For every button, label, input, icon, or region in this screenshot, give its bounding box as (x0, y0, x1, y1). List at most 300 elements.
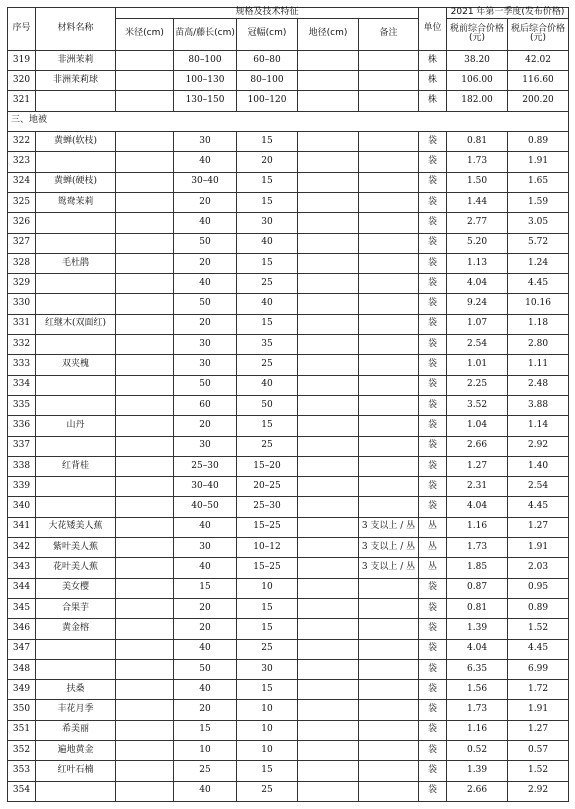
ground-diameter-cell (298, 558, 359, 578)
note-cell (359, 71, 419, 91)
post-tax-price-cell: 1.91 (508, 152, 569, 172)
crown-cell: 25 (237, 274, 298, 294)
note-cell: 3 支以上 / 丛 (359, 538, 419, 558)
height-cell: 15 (174, 578, 237, 598)
crown-cell: 15 (237, 761, 298, 781)
seq-cell: 330 (8, 294, 36, 314)
seq-cell: 335 (8, 395, 36, 415)
rice-diameter-cell (116, 598, 174, 618)
note-cell (359, 416, 419, 436)
seq-cell: 336 (8, 416, 36, 436)
height-cell: 20 (174, 416, 237, 436)
table-row (8, 274, 569, 294)
note-cell (359, 192, 419, 212)
ground-diameter-cell (298, 294, 359, 314)
note-cell (359, 619, 419, 639)
ground-diameter-cell (298, 619, 359, 639)
name-cell (36, 335, 116, 355)
seq-cell: 322 (8, 132, 36, 152)
table-row (8, 314, 569, 334)
height-cell: 30–40 (174, 172, 237, 192)
pre-tax-price-cell: 0.52 (447, 740, 508, 760)
rice-diameter-cell (116, 91, 174, 111)
table-row (8, 375, 569, 395)
pre-tax-price-cell: 2.66 (447, 781, 508, 801)
table-row (8, 558, 569, 578)
post-tax-price-cell: 4.45 (508, 639, 569, 659)
name-cell: 鸳鸯茉莉 (36, 192, 116, 212)
unit-cell: 袋 (419, 253, 447, 273)
pre-tax-price-cell: 5.20 (447, 233, 508, 253)
note-cell (359, 375, 419, 395)
note-cell: 3 支以上 / 丛 (359, 558, 419, 578)
ground-diameter-cell (298, 213, 359, 233)
name-cell: 希美丽 (36, 720, 116, 740)
name-cell (36, 497, 116, 517)
rice-diameter-cell (116, 253, 174, 273)
rice-diameter-cell (116, 781, 174, 801)
table-row (8, 639, 569, 659)
seq-cell: 329 (8, 274, 36, 294)
seq-cell: 328 (8, 253, 36, 273)
table-row (8, 456, 569, 476)
unit-cell: 袋 (419, 192, 447, 212)
unit-cell: 袋 (419, 456, 447, 476)
height-cell: 20 (174, 314, 237, 334)
seq-cell: 343 (8, 558, 36, 578)
pre-tax-price-cell: 0.87 (447, 578, 508, 598)
unit-cell: 袋 (419, 700, 447, 720)
pre-tax-price-cell: 1.01 (447, 355, 508, 375)
ground-diameter-cell (298, 395, 359, 415)
crown-cell: 25 (237, 639, 298, 659)
seq-cell: 346 (8, 619, 36, 639)
table-row (8, 172, 569, 192)
pre-tax-price-cell: 1.56 (447, 680, 508, 700)
ground-diameter-cell (298, 538, 359, 558)
pre-tax-price-cell: 2.66 (447, 436, 508, 456)
unit-cell: 袋 (419, 761, 447, 781)
unit-cell: 袋 (419, 740, 447, 760)
post-tax-price-cell: 2.03 (508, 558, 569, 578)
height-cell: 30–40 (174, 477, 237, 497)
table-row (8, 355, 569, 375)
height-cell: 20 (174, 598, 237, 618)
height-cell: 40 (174, 781, 237, 801)
table-row (8, 578, 569, 598)
height-cell: 25–30 (174, 456, 237, 476)
seq-cell: 349 (8, 680, 36, 700)
crown-cell: 80–100 (237, 71, 298, 91)
rice-diameter-cell (116, 294, 174, 314)
post-tax-price-cell: 1.59 (508, 192, 569, 212)
post-tax-price-cell: 6.99 (508, 659, 569, 679)
table-row (8, 233, 569, 253)
ground-diameter-cell (298, 497, 359, 517)
crown-cell: 15 (237, 598, 298, 618)
seq-cell: 325 (8, 192, 36, 212)
note-cell (359, 720, 419, 740)
height-cell: 50 (174, 375, 237, 395)
height-cell: 20 (174, 619, 237, 639)
table-row (8, 91, 569, 111)
unit-cell: 袋 (419, 395, 447, 415)
ground-diameter-cell (298, 781, 359, 801)
table-row (8, 71, 569, 91)
name-cell: 大花矮美人蕉 (36, 517, 116, 537)
post-tax-price-cell: 1.27 (508, 720, 569, 740)
seq-cell: 332 (8, 335, 36, 355)
rice-diameter-cell (116, 538, 174, 558)
header-post-tax: 税后综合价格(元) (508, 18, 569, 50)
post-tax-price-cell: 4.45 (508, 497, 569, 517)
table-header (8, 8, 569, 51)
post-tax-price-cell: 1.91 (508, 538, 569, 558)
note-cell (359, 335, 419, 355)
crown-cell: 20 (237, 152, 298, 172)
name-cell: 黄蝉(软枝) (36, 132, 116, 152)
unit-cell: 袋 (419, 781, 447, 801)
table-row (8, 395, 569, 415)
rice-diameter-cell (116, 436, 174, 456)
table-row (8, 50, 569, 70)
seq-cell: 342 (8, 538, 36, 558)
table-row (8, 517, 569, 537)
height-cell: 40 (174, 680, 237, 700)
crown-cell: 25 (237, 436, 298, 456)
post-tax-price-cell: 1.65 (508, 172, 569, 192)
ground-diameter-cell (298, 91, 359, 111)
header-seq: 序号 (8, 8, 36, 51)
note-cell (359, 294, 419, 314)
note-cell (359, 253, 419, 273)
rice-diameter-cell (116, 172, 174, 192)
post-tax-price-cell: 1.27 (508, 517, 569, 537)
note-cell (359, 233, 419, 253)
crown-cell: 15–20 (237, 456, 298, 476)
ground-diameter-cell (298, 680, 359, 700)
name-cell (36, 477, 116, 497)
table-row (8, 416, 569, 436)
post-tax-price-cell: 0.57 (508, 740, 569, 760)
height-cell: 10 (174, 740, 237, 760)
rice-diameter-cell (116, 132, 174, 152)
header-rice-diameter: 米径(cm) (116, 18, 174, 50)
note-cell (359, 477, 419, 497)
unit-cell: 袋 (419, 152, 447, 172)
unit-cell: 袋 (419, 619, 447, 639)
post-tax-price-cell: 2.54 (508, 477, 569, 497)
ground-diameter-cell (298, 456, 359, 476)
ground-diameter-cell (298, 335, 359, 355)
name-cell: 红继木(双面红) (36, 314, 116, 334)
table-row (8, 740, 569, 760)
post-tax-price-cell: 200.20 (508, 91, 569, 111)
pre-tax-price-cell: 3.52 (447, 395, 508, 415)
height-cell: 100–130 (174, 71, 237, 91)
section-title: 三、地被 (8, 111, 569, 131)
name-cell: 山丹 (36, 416, 116, 436)
crown-cell: 25–30 (237, 497, 298, 517)
post-tax-price-cell: 1.18 (508, 314, 569, 334)
ground-diameter-cell (298, 71, 359, 91)
ground-diameter-cell (298, 416, 359, 436)
note-cell (359, 132, 419, 152)
seq-cell: 323 (8, 152, 36, 172)
height-cell: 30 (174, 355, 237, 375)
name-cell: 遍地黄金 (36, 740, 116, 760)
header-crown: 冠幅(cm) (237, 18, 298, 50)
table-row (8, 680, 569, 700)
pre-tax-price-cell: 38.20 (447, 50, 508, 70)
note-cell (359, 395, 419, 415)
seq-cell: 348 (8, 659, 36, 679)
note-cell (359, 578, 419, 598)
crown-cell: 30 (237, 659, 298, 679)
crown-cell: 15 (237, 680, 298, 700)
pre-tax-price-cell: 4.04 (447, 639, 508, 659)
post-tax-price-cell: 0.95 (508, 578, 569, 598)
post-tax-price-cell: 1.11 (508, 355, 569, 375)
note-cell (359, 152, 419, 172)
crown-cell: 15–25 (237, 517, 298, 537)
table-row (8, 294, 569, 314)
crown-cell: 15 (237, 314, 298, 334)
rice-diameter-cell (116, 192, 174, 212)
note-cell: 3 支以上 / 丛 (359, 517, 419, 537)
crown-cell: 25 (237, 355, 298, 375)
rice-diameter-cell (116, 477, 174, 497)
pre-tax-price-cell: 6.35 (447, 659, 508, 679)
name-cell: 紫叶美人蕉 (36, 538, 116, 558)
pre-tax-price-cell: 0.81 (447, 598, 508, 618)
seq-cell: 333 (8, 355, 36, 375)
ground-diameter-cell (298, 720, 359, 740)
note-cell (359, 761, 419, 781)
pre-tax-price-cell: 1.16 (447, 720, 508, 740)
name-cell (36, 781, 116, 801)
height-cell: 30 (174, 335, 237, 355)
unit-cell: 袋 (419, 294, 447, 314)
note-cell (359, 436, 419, 456)
rice-diameter-cell (116, 517, 174, 537)
pre-tax-price-cell: 2.77 (447, 213, 508, 233)
height-cell: 50 (174, 659, 237, 679)
post-tax-price-cell: 10.16 (508, 294, 569, 314)
rice-diameter-cell (116, 233, 174, 253)
crown-cell: 15 (237, 172, 298, 192)
table-row (8, 152, 569, 172)
post-tax-price-cell: 2.92 (508, 781, 569, 801)
rice-diameter-cell (116, 700, 174, 720)
unit-cell: 丛 (419, 538, 447, 558)
name-cell (36, 233, 116, 253)
unit-cell: 袋 (419, 416, 447, 436)
name-cell: 黄金榕 (36, 619, 116, 639)
seq-cell: 347 (8, 639, 36, 659)
table-row (8, 436, 569, 456)
table-row (8, 335, 569, 355)
ground-diameter-cell (298, 152, 359, 172)
unit-cell: 株 (419, 50, 447, 70)
rice-diameter-cell (116, 740, 174, 760)
height-cell: 15 (174, 720, 237, 740)
crown-cell: 10–12 (237, 538, 298, 558)
note-cell (359, 700, 419, 720)
pre-tax-price-cell: 1.44 (447, 192, 508, 212)
section-row (8, 111, 569, 131)
name-cell: 红叶石楠 (36, 761, 116, 781)
header-pre-tax: 税前综合价格(元) (447, 18, 508, 50)
rice-diameter-cell (116, 680, 174, 700)
post-tax-price-cell: 3.88 (508, 395, 569, 415)
pre-tax-price-cell: 182.00 (447, 91, 508, 111)
unit-cell: 袋 (419, 355, 447, 375)
rice-diameter-cell (116, 71, 174, 91)
name-cell (36, 436, 116, 456)
ground-diameter-cell (298, 132, 359, 152)
name-cell: 非洲茉莉球 (36, 71, 116, 91)
table-row (8, 598, 569, 618)
unit-cell: 袋 (419, 314, 447, 334)
height-cell: 60 (174, 395, 237, 415)
ground-diameter-cell (298, 233, 359, 253)
table-row (8, 619, 569, 639)
ground-diameter-cell (298, 517, 359, 537)
note-cell (359, 639, 419, 659)
table-body (8, 50, 569, 801)
ground-diameter-cell (298, 639, 359, 659)
post-tax-price-cell: 1.14 (508, 416, 569, 436)
seq-cell: 350 (8, 700, 36, 720)
height-cell: 50 (174, 233, 237, 253)
ground-diameter-cell (298, 659, 359, 679)
name-cell (36, 639, 116, 659)
name-cell (36, 294, 116, 314)
pre-tax-price-cell: 1.50 (447, 172, 508, 192)
ground-diameter-cell (298, 578, 359, 598)
height-cell: 20 (174, 192, 237, 212)
crown-cell: 10 (237, 578, 298, 598)
note-cell (359, 172, 419, 192)
ground-diameter-cell (298, 314, 359, 334)
post-tax-price-cell: 1.24 (508, 253, 569, 273)
pre-tax-price-cell: 0.81 (447, 132, 508, 152)
seq-cell: 354 (8, 781, 36, 801)
header-unit: 单位 (419, 8, 447, 51)
header-name: 材料名称 (36, 8, 116, 51)
ground-diameter-cell (298, 598, 359, 618)
pre-tax-price-cell: 4.04 (447, 274, 508, 294)
rice-diameter-cell (116, 639, 174, 659)
note-cell (359, 314, 419, 334)
seq-cell: 341 (8, 517, 36, 537)
pre-tax-price-cell: 4.04 (447, 497, 508, 517)
seq-cell: 334 (8, 375, 36, 395)
seq-cell: 324 (8, 172, 36, 192)
crown-cell: 40 (237, 375, 298, 395)
name-cell: 美女樱 (36, 578, 116, 598)
crown-cell: 50 (237, 395, 298, 415)
unit-cell: 袋 (419, 172, 447, 192)
table-row (8, 213, 569, 233)
unit-cell: 袋 (419, 132, 447, 152)
height-cell: 20 (174, 253, 237, 273)
height-cell: 80–100 (174, 50, 237, 70)
table-row (8, 720, 569, 740)
table-row (8, 761, 569, 781)
post-tax-price-cell: 0.89 (508, 132, 569, 152)
height-cell: 40 (174, 639, 237, 659)
rice-diameter-cell (116, 619, 174, 639)
name-cell (36, 659, 116, 679)
note-cell (359, 50, 419, 70)
seq-cell: 321 (8, 91, 36, 111)
post-tax-price-cell: 1.72 (508, 680, 569, 700)
crown-cell: 60–80 (237, 50, 298, 70)
post-tax-price-cell: 5.72 (508, 233, 569, 253)
pre-tax-price-cell: 1.16 (447, 517, 508, 537)
name-cell (36, 91, 116, 111)
ground-diameter-cell (298, 172, 359, 192)
seq-cell: 339 (8, 477, 36, 497)
note-cell (359, 91, 419, 111)
height-cell: 40–50 (174, 497, 237, 517)
height-cell: 40 (174, 517, 237, 537)
unit-cell: 丛 (419, 558, 447, 578)
table-row (8, 659, 569, 679)
height-cell: 50 (174, 294, 237, 314)
note-cell (359, 740, 419, 760)
name-cell (36, 274, 116, 294)
header-ground-diameter: 地径(cm) (298, 18, 359, 50)
unit-cell: 袋 (419, 578, 447, 598)
unit-cell: 袋 (419, 497, 447, 517)
note-cell (359, 598, 419, 618)
name-cell: 双夹槐 (36, 355, 116, 375)
pre-tax-price-cell: 2.54 (447, 335, 508, 355)
name-cell: 合果芋 (36, 598, 116, 618)
crown-cell: 25 (237, 781, 298, 801)
crown-cell: 40 (237, 233, 298, 253)
ground-diameter-cell (298, 50, 359, 70)
rice-diameter-cell (116, 314, 174, 334)
pre-tax-price-cell: 1.07 (447, 314, 508, 334)
table-row (8, 477, 569, 497)
rice-diameter-cell (116, 335, 174, 355)
pre-tax-price-cell: 2.25 (447, 375, 508, 395)
pre-tax-price-cell: 1.39 (447, 761, 508, 781)
table-row (8, 700, 569, 720)
seq-cell: 344 (8, 578, 36, 598)
unit-cell: 丛 (419, 517, 447, 537)
crown-cell: 15 (237, 132, 298, 152)
name-cell: 黄蝉(硬枝) (36, 172, 116, 192)
table-row (8, 781, 569, 801)
seq-cell: 351 (8, 720, 36, 740)
rice-diameter-cell (116, 50, 174, 70)
pre-tax-price-cell: 1.85 (447, 558, 508, 578)
height-cell: 20 (174, 700, 237, 720)
crown-cell: 30 (237, 213, 298, 233)
post-tax-price-cell: 3.05 (508, 213, 569, 233)
post-tax-price-cell: 1.40 (508, 456, 569, 476)
crown-cell: 10 (237, 720, 298, 740)
unit-cell: 株 (419, 91, 447, 111)
rice-diameter-cell (116, 152, 174, 172)
ground-diameter-cell (298, 355, 359, 375)
crown-cell: 40 (237, 294, 298, 314)
